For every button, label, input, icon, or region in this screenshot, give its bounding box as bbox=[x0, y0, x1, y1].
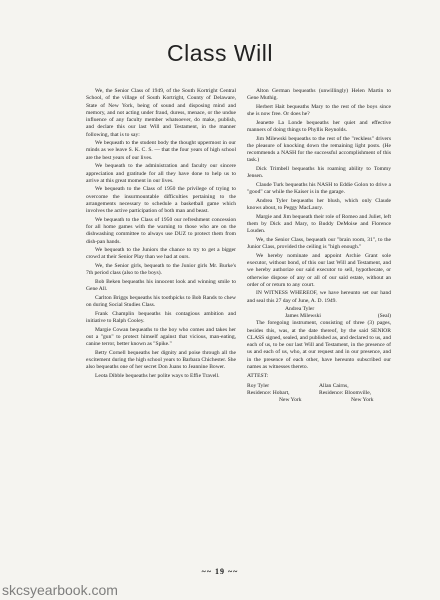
paragraph: Alton German bequeaths (unwillingly) Helen Martin to Gene Muthig. bbox=[247, 88, 391, 102]
paragraph: We, the Senior Class of 1949, of the South Kortright Central School, of the village of South Kortright, County of Delaware, State of New York, being of sound and disposing mind and memory, and not acting under fraud, duress, menace, or the undue influence of any faculty member whatsoever, do make, publish, and declare this our last Will and Testament, in the manner following, that is to say: bbox=[86, 88, 236, 138]
paragraph: We bequeath to the Juniors the chance to try to get a bigger crowd at their Senior Play than we had at ours. bbox=[86, 247, 236, 261]
watermark: skcsyearbook.com bbox=[2, 582, 118, 598]
paragraph: Betty Cornell bequeaths her dignity and poise through all the excitement during the high school years to Barbara Chichester. She also bequeaths one of her secret Don Juans to Jeannine Bower. bbox=[86, 349, 236, 371]
witness-block bbox=[247, 383, 391, 405]
paragraph: Jim Milewski bequeaths to the rest of the "reckless" drivers the pleasure of knocking down the remaining light posts. (He recommends a NASH for the successful accomplishment of this task.) bbox=[247, 135, 391, 164]
paragraph: We bequeath to the administration and faculty our sincere appreciation and gratitude for all they have done to help us to arrive at this great moment in our lives. bbox=[86, 163, 236, 184]
left-column bbox=[86, 88, 236, 380]
paragraph: We bequeath to the student body the thought uppermost in our minds as we leave S. K. C. S. — that the four years of high school are the best years of our lives. bbox=[86, 140, 236, 161]
paragraph: We hereby nominate and appoint Archie Grant sole executor, without bond, of this our last Will and Testament, and we hereby authorize our said executor to sell, hypothecate, or otherwise dispose of any or all of our said estate, without an order of or return to any court. bbox=[247, 252, 391, 288]
right-column bbox=[247, 88, 391, 405]
paragraph: Margie Cowan bequeaths to the boy who comes and takes her out a "gun" to protect himself against that vicious, man-eating, canine terror, better known as "Spike." bbox=[86, 326, 236, 348]
paragraph: Jeanette La Londe bequeaths her quiet and effective manners of doing things to Phyllis Reynolds. bbox=[247, 119, 391, 134]
paragraph: We, the Senior girls, bequeath to the Junior girls Mr. Burke's 7th period class (also to the boys). bbox=[86, 263, 236, 277]
paragraph: Claude Turk bequeaths his NASH to Eddie Golon to drive a "good" car while the Kaiser is in the garage. bbox=[247, 181, 391, 196]
paragraph: Margie and Jim bequeath their role of Romeo and Juliet, left them by Dick and Mary, to Buddy DeMoise and Florence Louden. bbox=[247, 213, 391, 235]
closing-paragraph: The foregoing instrument, consisting of three (3) pages, besides this, was, at the date thereof, by the said SENIOR CLASS signed, sealed, and published as, and declared to us, and each of us, to be our last Will and Testament, in the presence of us and each of us, who, at our request and in our presence, and in the presence of each other, have hereunto subscribed our names as witnesses thereto. bbox=[247, 320, 391, 370]
witness-name: Roy Tyler bbox=[247, 382, 270, 389]
seal-label: (Seal) bbox=[377, 313, 391, 320]
paragraph: Leota Dibble bequeaths her polite ways to Effie Travell. bbox=[95, 372, 220, 379]
witness-residence: Residence: Hobart, bbox=[247, 390, 290, 397]
witness-state: New York bbox=[279, 397, 302, 404]
page-number: ~~ 19 ~~ bbox=[201, 567, 239, 576]
paragraph: Bob Beken bequeaths his innocent look and winning smile to Gene All. bbox=[86, 278, 236, 293]
signature-name: James Milewski bbox=[285, 313, 321, 320]
paragraph: Herbert Hait bequeaths Mary to the rest of the boys since she is now free. Or does he? bbox=[247, 103, 391, 118]
signature-name: Andrea Tyler bbox=[285, 305, 315, 312]
paragraph: Frank Champlin bequeaths his contagious ambition and initiative to Ralph Cooley. bbox=[86, 310, 236, 325]
witness-state: New York bbox=[351, 397, 374, 404]
paragraph: Andrea Tyler bequeaths her blush, which only Claude knows about, to Peggy MacLaury. bbox=[247, 197, 391, 212]
paragraph: IN WITNESS WHEREOF, we have hereunto set our hand and seal this 27 day of June, A. D. 1949. bbox=[247, 290, 391, 304]
witness-name: Allan Cairns, bbox=[319, 382, 349, 389]
paragraph: We bequeath to the Class of 1950 our refreshment concession for all home games with the warning to those who are on the dishwashing committee to always use DUZ to protect them from dish-pan hands. bbox=[86, 216, 236, 245]
paragraph: We, the Senior Class, bequeath our "brain room, 31", to the Junior Class, provided the ceiling is "high enough." bbox=[247, 236, 391, 251]
paragraph: We bequeath to the Class of 1950 the privilege of trying to overcome the insurmountable difficulties pertaining to the arrangements necessary to schedule a basketball game which involves the active participation of both man and beast. bbox=[86, 186, 236, 215]
signature-block bbox=[247, 306, 391, 321]
attest-label: ATTEST: bbox=[247, 372, 269, 379]
paragraph: Dick Trimbell bequeaths his roaming ability to Tommy Jensen. bbox=[247, 166, 391, 180]
page-title: Class Will bbox=[167, 40, 273, 66]
paragraph: Carlton Briggs bequeaths his toothpicks to Bob Rands to chew on during Social Studies Class. bbox=[86, 294, 236, 309]
witness-residence: Residence: Bloomville, bbox=[319, 390, 372, 397]
